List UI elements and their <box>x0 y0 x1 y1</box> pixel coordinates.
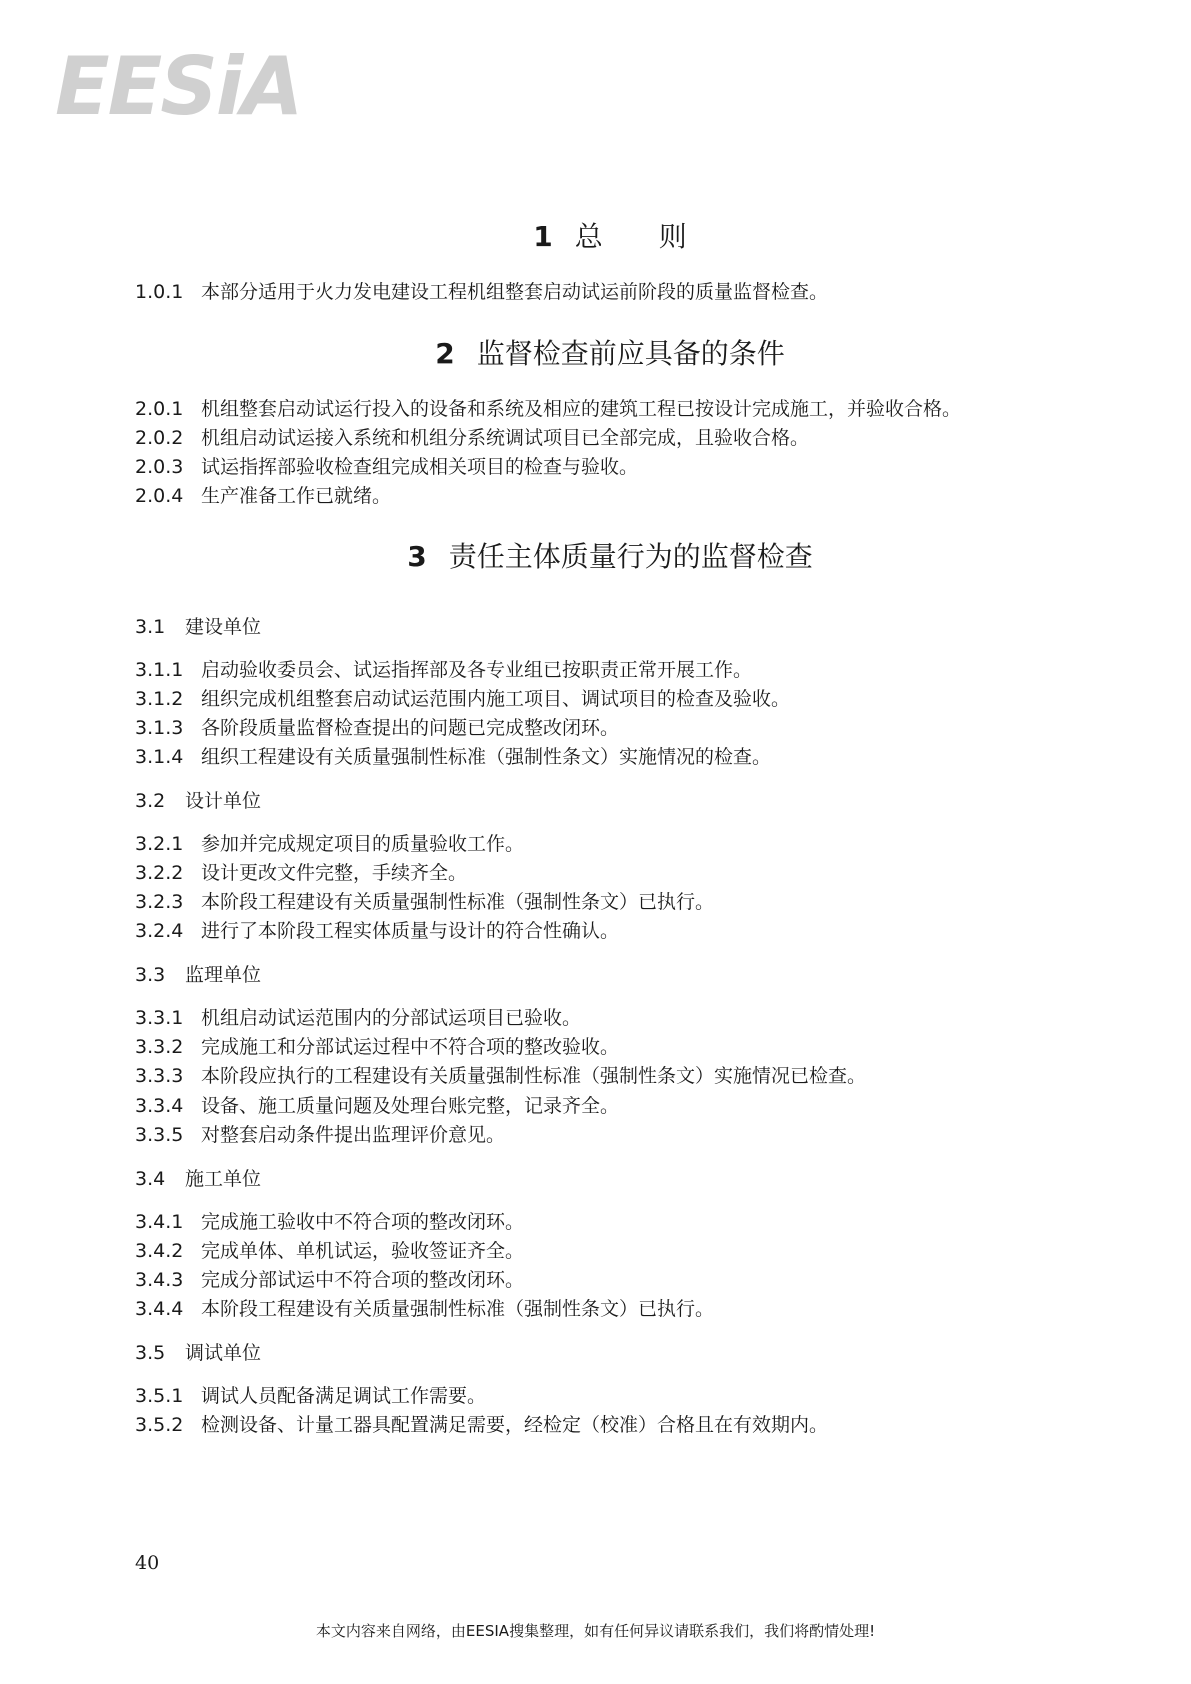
clause-3-2-1: 3.2.1 参加并完成规定项目的质量验收工作。 <box>135 833 525 855</box>
clause-3-3-2: 3.3.2 完成施工和分部试运过程中不符合项的整改验收。 <box>135 1036 620 1058</box>
section-3-1-heading: 3.1 建设单位 <box>135 616 262 638</box>
clause-2-0-3: 2.0.3 试运指挥部验收检查组完成相关项目的检查与验收。 <box>135 456 639 478</box>
section-3-4-heading: 3.4 施工单位 <box>135 1168 262 1190</box>
clause-3-1-3: 3.1.3 各阶段质量监督检查提出的问题已完成整改闭环。 <box>135 717 620 739</box>
clause-3-4-2: 3.4.2 完成单体、单机试运，验收签证齐全。 <box>135 1240 525 1262</box>
clause-3-3-4: 3.3.4 设备、施工质量问题及处理台账完整，记录齐全。 <box>135 1095 620 1117</box>
clause-3-4-3: 3.4.3 完成分部试运中不符合项的整改闭环。 <box>135 1269 525 1291</box>
chapter-2-title: 2 监督检查前应具备的条件 <box>435 337 785 370</box>
clause-3-3-5: 3.3.5 对整套启动条件提出监理评价意见。 <box>135 1124 506 1146</box>
clause-1-0-1: 1.0.1 本部分适用于火力发电建设工程机组整套启动试运前阶段的质量监督检查。 <box>135 281 829 303</box>
section-3-2-heading: 3.2 设计单位 <box>135 790 262 812</box>
clause-3-4-1: 3.4.1 完成施工验收中不符合项的整改闭环。 <box>135 1211 525 1233</box>
section-3-3-heading: 3.3 监理单位 <box>135 964 262 986</box>
clause-3-1-2: 3.1.2 组织完成机组整套启动试运范围内施工项目、调试项目的检查及验收。 <box>135 688 791 710</box>
clause-3-1-1: 3.1.1 启动验收委员会、试运指挥部及各专业组已按职责正常开展工作。 <box>135 659 753 681</box>
section-3-5-heading: 3.5 调试单位 <box>135 1342 262 1364</box>
chapter-1-title: 1 总 则 <box>533 220 687 253</box>
eesia-watermark-logo: EESiA <box>55 40 302 133</box>
clause-3-5-2: 3.5.2 检测设备、计量工器具配置满足需要，经检定（校准）合格且在有效期内。 <box>135 1414 829 1436</box>
clause-3-3-1: 3.3.1 机组启动试运范围内的分部试运项目已验收。 <box>135 1007 582 1029</box>
page-number: 40 <box>135 1552 160 1574</box>
clause-3-2-3: 3.2.3 本阶段工程建设有关质量强制性标准（强制性条文）已执行。 <box>135 891 715 913</box>
clause-2-0-2: 2.0.2 机组启动试运接入系统和机组分系统调试项目已全部完成，且验收合格。 <box>135 427 810 449</box>
clause-3-2-4: 3.2.4 进行了本阶段工程实体质量与设计的符合性确认。 <box>135 920 620 942</box>
clause-3-4-4: 3.4.4 本阶段工程建设有关质量强制性标准（强制性条文）已执行。 <box>135 1298 715 1320</box>
chapter-3-title: 3 责任主体质量行为的监督检查 <box>407 540 813 573</box>
clause-2-0-4: 2.0.4 生产准备工作已就绪。 <box>135 485 392 507</box>
clause-2-0-1: 2.0.1 机组整套启动试运行投入的设备和系统及相应的建筑工程已按设计完成施工，并验收合格。 <box>135 398 962 420</box>
clause-3-5-1: 3.5.1 调试人员配备满足调试工作需要。 <box>135 1385 487 1407</box>
footer-disclaimer: 本文内容来自网络，由EESIA搜集整理，如有任何异议请联系我们，我们将酌情处理! <box>315 1622 876 1640</box>
clause-3-3-3: 3.3.3 本阶段应执行的工程建设有关质量强制性标准（强制性条文）实施情况已检查。 <box>135 1065 867 1087</box>
clause-3-1-4: 3.1.4 组织工程建设有关质量强制性标准（强制性条文）实施情况的检查。 <box>135 746 772 768</box>
clause-3-2-2: 3.2.2 设计更改文件完整，手续齐全。 <box>135 862 468 884</box>
